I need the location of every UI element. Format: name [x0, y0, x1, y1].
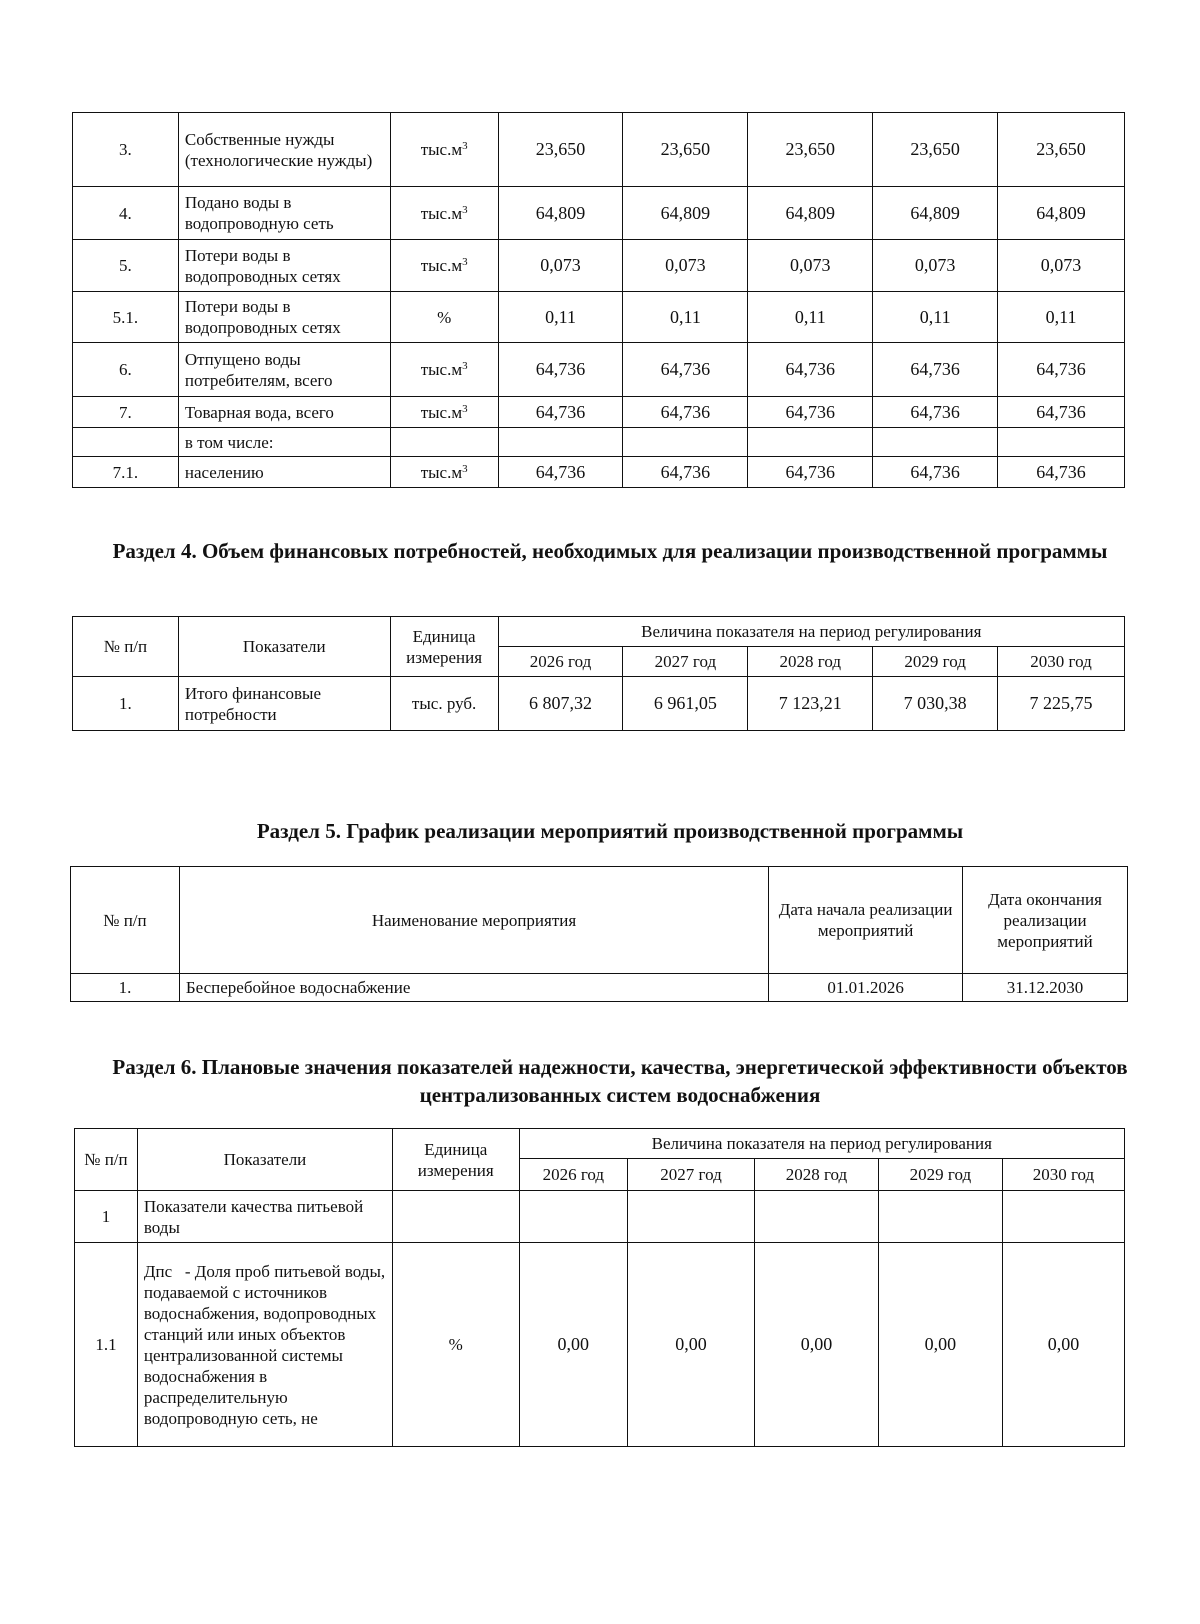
header-year: 2028 год [754, 1159, 878, 1191]
row-no: 1.1 [75, 1243, 138, 1447]
row-value: 64,736 [873, 397, 998, 428]
unit-superscript: 3 [462, 203, 468, 216]
row-name: Потери воды в водопроводных сетях [178, 240, 390, 292]
row-value: 0,073 [623, 240, 748, 292]
row-value [878, 1191, 1002, 1243]
row-end: 31.12.2030 [963, 974, 1128, 1002]
row-value: 64,736 [623, 457, 748, 488]
unit-text: тыс.м [420, 462, 463, 482]
header-end: Дата окончания реализации мероприятий [963, 867, 1128, 974]
production-table [72, 112, 1125, 488]
row-value: 64,809 [998, 187, 1125, 240]
row-value [873, 428, 998, 457]
row-value: 0,073 [498, 240, 623, 292]
row-name: Показатели качества питьевой воды [137, 1191, 392, 1243]
unit-superscript: 3 [462, 402, 468, 415]
table-row [75, 1191, 1125, 1243]
row-value [628, 1191, 755, 1243]
table-row [73, 292, 1125, 343]
row-value: 0,00 [519, 1243, 628, 1447]
unit-text: тыс.м [420, 360, 463, 379]
row-unit [390, 187, 498, 240]
row-value: 64,736 [623, 343, 748, 397]
unit-superscript: 3 [462, 140, 468, 152]
header-year: 2026 год [519, 1159, 628, 1191]
row-unit [390, 343, 498, 397]
row-unit [393, 1191, 520, 1243]
unit-text: % [437, 307, 452, 327]
header-indicator: Показатели [178, 617, 390, 677]
row-value: 64,736 [498, 397, 623, 428]
row-name: Подано воды в водопроводную сеть [178, 187, 390, 240]
row-value: 23,650 [873, 113, 998, 187]
row-name: Собственные нужды (технологические нужды) [178, 113, 390, 187]
row-value: 0,00 [878, 1243, 1002, 1447]
row-value [498, 428, 623, 457]
row-value: 64,736 [998, 343, 1125, 397]
row-name: в том числе: [178, 428, 390, 457]
row-start: 01.01.2026 [769, 974, 963, 1002]
quality-table [74, 1128, 1125, 1447]
row-no: 5. [73, 240, 179, 292]
unit-text: тыс.м [420, 140, 463, 159]
row-value: 0,073 [998, 240, 1125, 292]
table-row [71, 974, 1128, 1002]
row-no: 4. [73, 187, 179, 240]
row-value: 0,073 [748, 240, 873, 292]
row-value [623, 428, 748, 457]
row-name: Потери воды в водопроводных сетях [178, 292, 390, 343]
row-value [519, 1191, 628, 1243]
row-value: 64,736 [623, 397, 748, 428]
row-value: 6 961,05 [623, 677, 748, 731]
row-value [754, 1191, 878, 1243]
row-value: 6 807,32 [498, 677, 623, 731]
unit-text: тыс.м [420, 402, 463, 422]
row-value: 64,809 [498, 187, 623, 240]
row-value: 64,809 [623, 187, 748, 240]
row-value: 64,736 [998, 457, 1125, 488]
row-unit: % [393, 1243, 520, 1447]
row-name: Бесперебойное водоснабжение [179, 974, 768, 1002]
row-no: 7. [73, 397, 179, 428]
header-unit: Единица измерения [393, 1129, 520, 1191]
row-name: Отпущено воды потребителям, всего [178, 343, 390, 397]
row-unit [390, 428, 498, 457]
header-no: № п/п [73, 617, 179, 677]
row-value: 0,11 [873, 292, 998, 343]
schedule-table [70, 866, 1128, 1002]
production-table-body [73, 113, 1125, 488]
row-no [73, 428, 179, 457]
section5-title: Раздел 5. График реализации мероприятий производственной программы [256, 819, 964, 843]
unit-superscript: 3 [462, 462, 468, 475]
row-value: 64,736 [748, 343, 873, 397]
header-year: 2030 год [1002, 1159, 1124, 1191]
header-year: 2030 год [998, 647, 1125, 677]
row-value: 64,809 [873, 187, 998, 240]
row-value: 23,650 [498, 113, 623, 187]
row-value [1002, 1191, 1124, 1243]
row-unit [390, 113, 498, 187]
unit-superscript: 3 [462, 360, 468, 372]
row-no: 1 [75, 1191, 138, 1243]
header-start: Дата начала реализации мероприятий [769, 867, 963, 974]
section6-title: Раздел 6. Плановые значения показателей надежности, качества, энергетической эффективности объектов централизованных систем водоснабжения [112, 1055, 1128, 1107]
table-row [73, 113, 1125, 187]
row-no: 7.1. [73, 457, 179, 488]
table-row [73, 343, 1125, 397]
row-unit [390, 292, 498, 343]
header-year: 2029 год [873, 647, 998, 677]
row-value: 23,650 [998, 113, 1125, 187]
header-period: Величина показателя на период регулирования [519, 1129, 1124, 1159]
unit-superscript: 3 [462, 256, 468, 268]
header-year: 2026 год [498, 647, 623, 677]
row-value: 64,736 [873, 457, 998, 488]
table-row [73, 240, 1125, 292]
row-no: 3. [73, 113, 179, 187]
row-value: 7 225,75 [998, 677, 1125, 731]
row-value: 23,650 [623, 113, 748, 187]
row-name: Итого финансовые потребности [178, 677, 390, 731]
header-no: № п/п [71, 867, 180, 974]
header-year: 2027 год [628, 1159, 755, 1191]
table-row [73, 428, 1125, 457]
row-value: 0,11 [498, 292, 623, 343]
row-value: 7 030,38 [873, 677, 998, 731]
row-value: 64,736 [873, 343, 998, 397]
table-row [73, 397, 1125, 428]
table-row [75, 1243, 1125, 1447]
row-value: 0,11 [748, 292, 873, 343]
row-unit [390, 240, 498, 292]
row-no: 5.1. [73, 292, 179, 343]
row-unit: тыс. руб. [390, 677, 498, 731]
row-no: 1. [73, 677, 179, 731]
row-name: населению [178, 457, 390, 488]
row-name: Товарная вода, всего [178, 397, 390, 428]
header-year: 2027 год [623, 647, 748, 677]
row-value: 64,736 [748, 457, 873, 488]
header-unit: Единица измерения [390, 617, 498, 677]
row-value: 0,11 [998, 292, 1125, 343]
table-row [73, 457, 1125, 488]
row-value: 0,11 [623, 292, 748, 343]
header-year: 2028 год [748, 647, 873, 677]
row-value [748, 428, 873, 457]
unit-text: тыс.м [420, 203, 463, 223]
table-row [73, 677, 1125, 731]
row-value: 0,00 [628, 1243, 755, 1447]
row-value [998, 428, 1125, 457]
header-year: 2029 год [878, 1159, 1002, 1191]
row-no: 1. [71, 974, 180, 1002]
row-name: Дпс - Доля проб питьевой воды, подаваемой с источников водоснабжения, водопроводных станций или иных объектов централизованной системы водоснабжения в распределительную водопроводную сеть, не [137, 1243, 392, 1447]
row-no: 6. [73, 343, 179, 397]
row-value: 64,736 [748, 397, 873, 428]
row-value: 0,00 [1002, 1243, 1124, 1447]
row-value: 64,736 [498, 457, 623, 488]
row-value: 64,736 [998, 397, 1125, 428]
section4-title: Раздел 4. Объем финансовых потребностей, необходимых для реализации производственной программы [112, 539, 1108, 563]
row-unit [390, 397, 498, 428]
header-indicator: Показатели [137, 1129, 392, 1191]
row-value: 64,809 [748, 187, 873, 240]
row-value: 0,073 [873, 240, 998, 292]
unit-text: тыс.м [420, 256, 463, 275]
row-value: 23,650 [748, 113, 873, 187]
table-row [73, 187, 1125, 240]
header-name: Наименование мероприятия [179, 867, 768, 974]
header-no: № п/п [75, 1129, 138, 1191]
header-period: Величина показателя на период регулирования [498, 617, 1124, 647]
row-unit [390, 457, 498, 488]
row-value: 64,736 [498, 343, 623, 397]
finance-table [72, 616, 1125, 731]
row-value: 0,00 [754, 1243, 878, 1447]
row-value: 7 123,21 [748, 677, 873, 731]
